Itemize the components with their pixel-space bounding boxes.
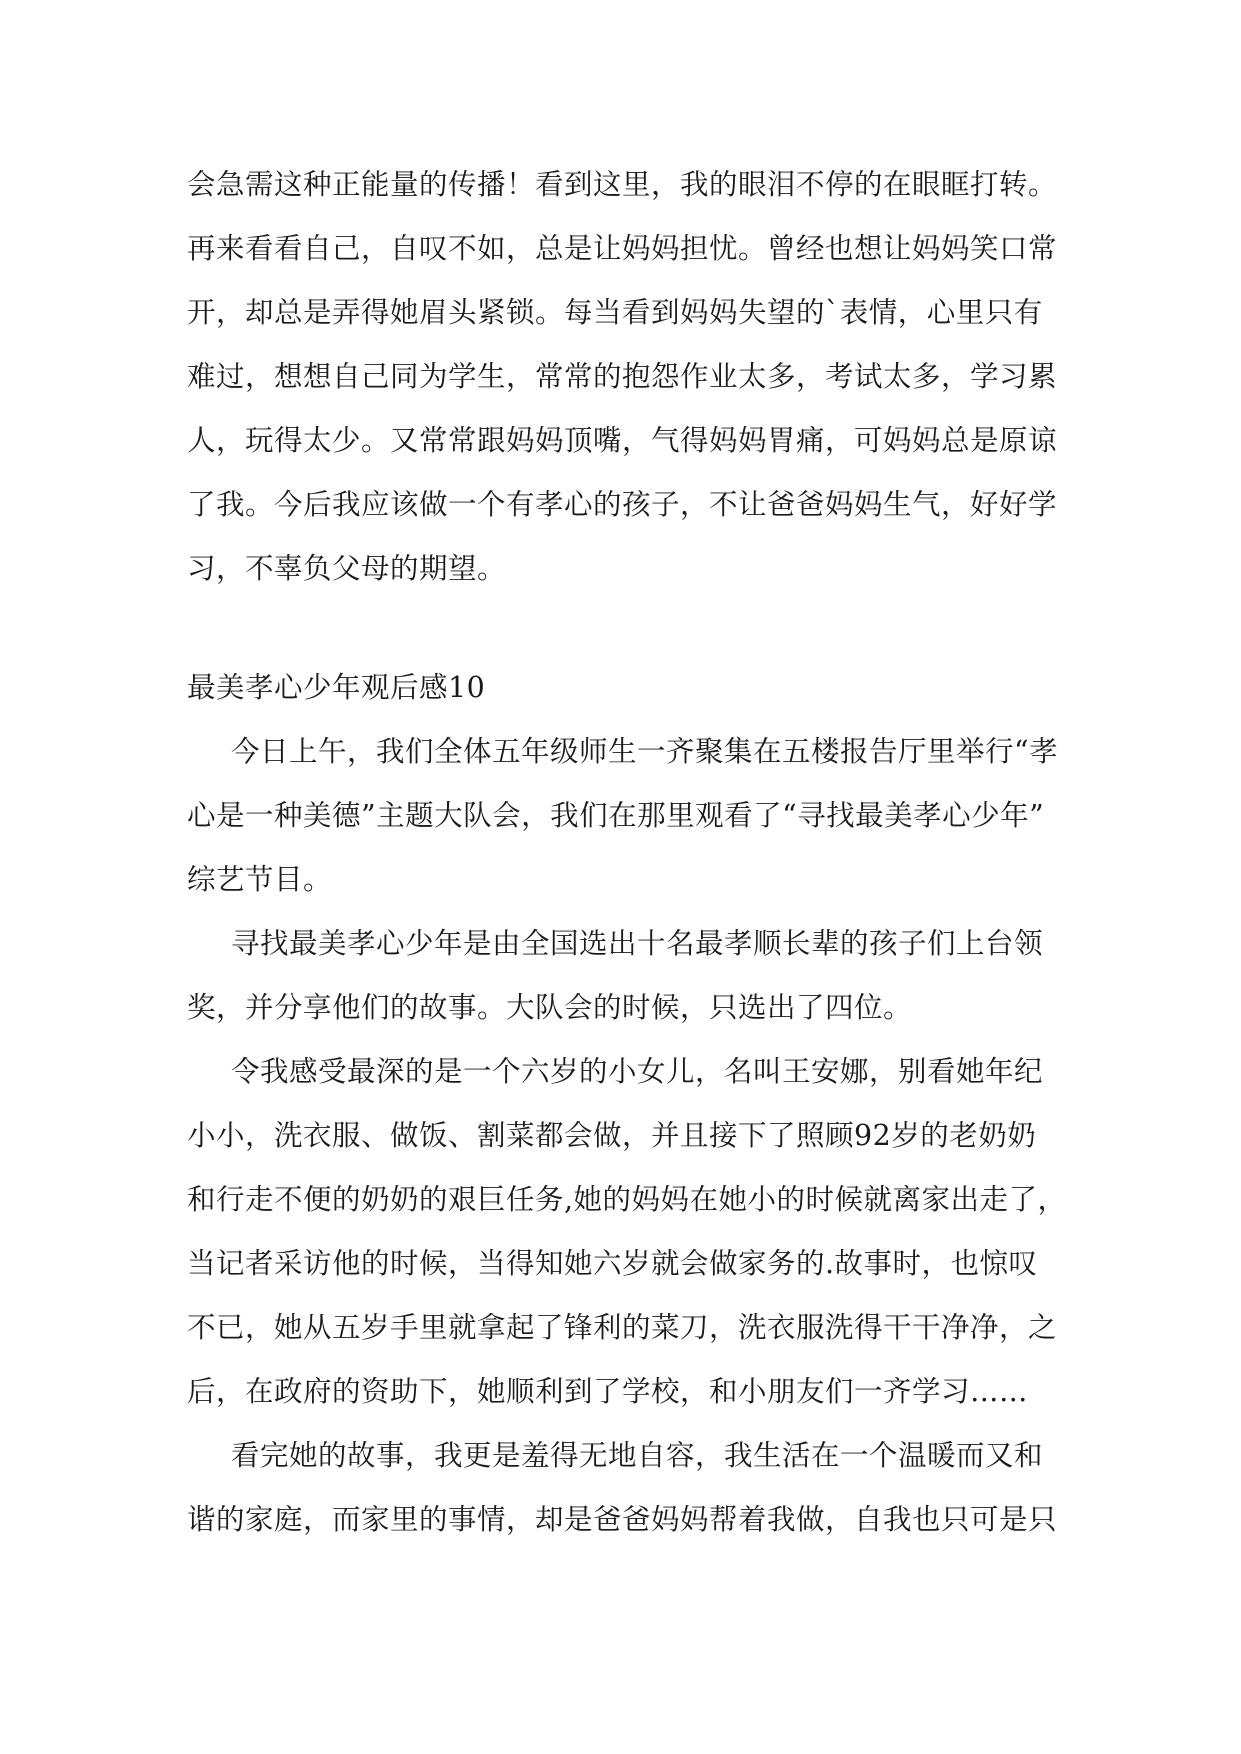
text-line: 心是一种美德”主题大队会，我们在那里观看了“寻找最美孝心少年” xyxy=(187,799,1045,832)
text-line: 了我。今后我应该做一个有孝心的孩子，不让爸爸妈妈生气，好好学 xyxy=(187,488,1058,521)
text-line: 人，玩得太少。又常常跟妈妈顶嘴，气得妈妈胃痛，可妈妈总是原谅 xyxy=(187,424,1058,457)
text-line: 小小，洗衣服、做饭、割菜都会做，并且接下了照顾92岁的老奶奶 xyxy=(187,1119,1037,1152)
text-line: 当记者采访他的时候，当得知她六岁就会做家务的.故事时，也惊叹 xyxy=(187,1247,1038,1280)
text-line: 和行走不便的奶奶的艰巨任务,她的妈妈在她小的时候就离家出走了， xyxy=(187,1183,1067,1216)
text-line: 习，不辜负父母的期望。 xyxy=(187,552,507,585)
paragraph-4 xyxy=(187,1424,1067,1552)
text-line: 后，在政府的资助下，她顺利到了学校，和小朋友们一齐学习…… xyxy=(187,1375,1029,1408)
text-line: 难过，想想自己同为学生，常常的抱怨作业太多，考试太多，学习累 xyxy=(187,360,1058,393)
text-line: 会急需这种正能量的传播！看到这里，我的眼泪不停的在眼眶打转。 xyxy=(187,168,1058,201)
text-line: 奖，并分享他们的故事。大队会的时候，只选出了四位。 xyxy=(187,991,913,1024)
text-line: 令我感受最深的是一个六岁的小女儿，名叫王安娜，别看她年纪 xyxy=(231,1055,1044,1088)
text-line: 综艺节目。 xyxy=(187,863,333,896)
paragraph-2 xyxy=(187,912,1067,1040)
section-title: 最美孝心少年观后感10 xyxy=(187,671,486,704)
text-line: 寻找最美孝心少年是由全国选出十名最孝顺长辈的孩子们上台领 xyxy=(231,927,1044,960)
text-line: 开，却总是弄得她眉头紧锁。每当看到妈妈失望的`表情，心里只有 xyxy=(187,296,1043,329)
paragraph-3 xyxy=(187,1040,1067,1424)
text-line: 看完她的故事，我更是羞得无地自容，我生活在一个温暖而又和 xyxy=(231,1439,1044,1472)
paragraph-1 xyxy=(187,720,1067,912)
text-line: 今日上午，我们全体五年级师生一齐聚集在五楼报告厅里举行“孝 xyxy=(231,735,1059,768)
document-body xyxy=(187,153,1067,1552)
text-line: 不已，她从五岁手里就拿起了锋利的菜刀，洗衣服洗得干干净净，之 xyxy=(187,1311,1058,1344)
continued-paragraph xyxy=(187,153,1067,601)
text-line: 谐的家庭，而家里的事情，却是爸爸妈妈帮着我做，自我也只可是只 xyxy=(187,1503,1058,1536)
text-line: 再来看看自己，自叹不如，总是让妈妈担忧。曾经也想让妈妈笑口常 xyxy=(187,232,1058,265)
